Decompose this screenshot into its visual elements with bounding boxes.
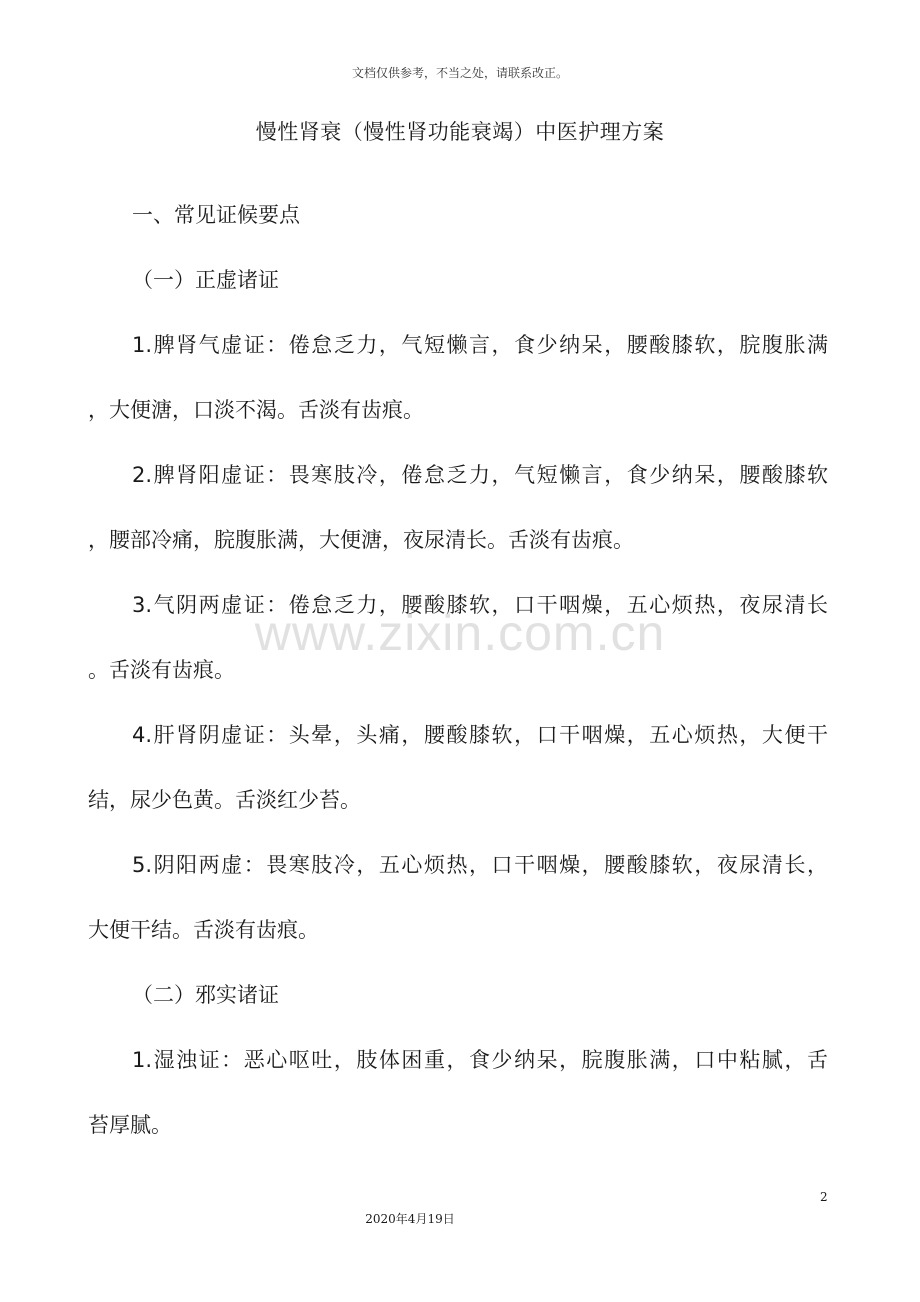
list-item: 5.阴阳两虚：畏寒肢冷，五心烦热，口干咽燥，腰酸膝软，夜尿清长，: [132, 853, 828, 877]
list-item-continuation: 大便干结。舌淡有齿痕。: [88, 918, 319, 942]
list-item: 3.气阴两虚证：倦怠乏力，腰酸膝软，口干咽燥，五心烦热，夜尿清长: [132, 593, 828, 617]
list-item: 1.脾肾气虚证：倦怠乏力，气短懒言，食少纳呆，腰酸膝软，脘腹胀满: [132, 333, 828, 357]
document-title: 慢性肾衰（慢性肾功能衰竭）中医护理方案: [255, 120, 665, 144]
list-item-continuation: 苔厚腻。: [88, 1113, 172, 1137]
list-item: 1.湿浊证：恶心呕吐，肢体困重，食少纳呆，脘腹胀满，口中粘腻，舌: [132, 1048, 828, 1072]
list-item-continuation: 。舌淡有齿痕。: [88, 658, 235, 682]
subsection-heading: （二）邪实诸证: [132, 983, 279, 1007]
page-number: 2: [820, 1190, 828, 1204]
watermark: www.zixin.com.cn: [254, 605, 666, 661]
list-item-continuation: ，腰部冷痛，脘腹胀满，大便溏，夜尿清长。舌淡有齿痕。: [88, 528, 634, 552]
list-item-continuation: 结，尿少色黄。舌淡红少苔。: [88, 788, 361, 812]
list-item: 4.肝肾阴虚证：头晕，头痛，腰酸膝软，口干咽燥，五心烦热，大便干: [132, 723, 828, 747]
section-heading: 一、常见证候要点: [132, 203, 300, 227]
list-item: 2.脾肾阳虚证：畏寒肢冷，倦怠乏力，气短懒言，食少纳呆，腰酸膝软: [132, 463, 828, 487]
footer-date: 2020年4月19日: [365, 1212, 455, 1226]
header-note: 文档仅供参考，不当之处，请联系改正。: [351, 66, 568, 80]
list-item-continuation: ，大便溏，口淡不渴。舌淡有齿痕。: [88, 398, 424, 422]
subsection-heading: （一）正虚诸证: [132, 268, 279, 292]
